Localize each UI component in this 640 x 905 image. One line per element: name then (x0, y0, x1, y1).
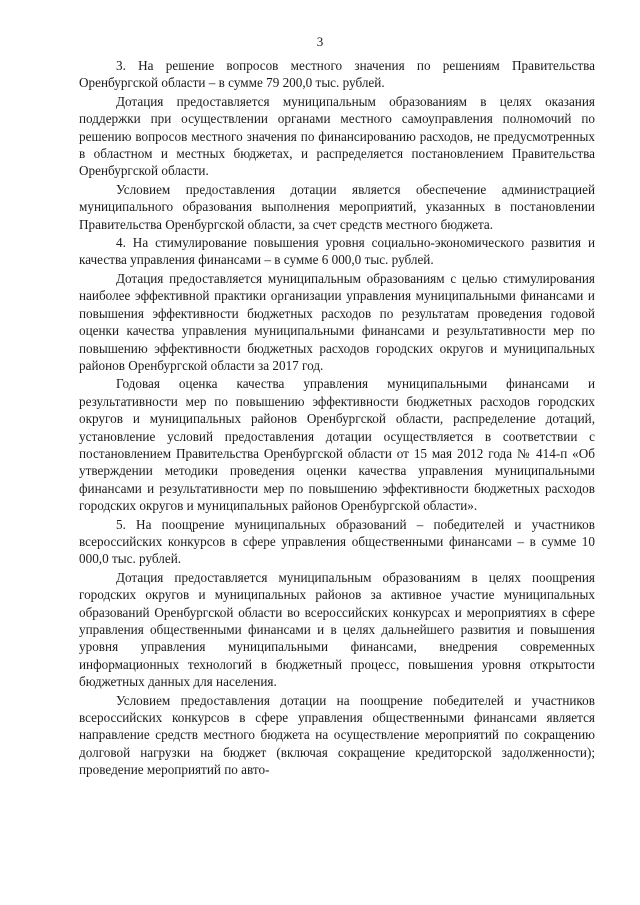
document-body (79, 57, 595, 780)
paragraph: Дотация предоставляется муниципальным образованиям в целях оказания поддержки при осуществлении органами местного самоуправления полномочий по решению вопросов местного значения по финансированию расходов, не предусмотренных в областном и местных бюджетах, и распределяется постановлением Правительства Оренбургской области. (79, 93, 595, 179)
paragraph: Условием предоставления дотации на поощрение победителей и участников всероссийских конкурсов в сфере управления общественными финансами является направление средств местного бюджета на осуществление мероприятий по сокращению долговой нагрузки на бюджет (включая сокращение кредиторской задолженности); проведение мероприятий по авто- (79, 692, 595, 778)
paragraph: Дотация предоставляется муниципальным образованиям в целях поощрения городских округов и муниципальных районов за активное участие муниципальных образований Оренбургской области во всероссийских конкурсах и мероприятиях в сфере управления общественными финансами и в целях дальнейшего развития и повышения уровня управления муниципальными финансами, внедрения современных информационных технологий в бюджетный процесс, повышения уровня открытости бюджетных данных для населения. (79, 569, 595, 690)
page-number: 3 (316, 34, 324, 49)
paragraph: Условием предоставления дотации является обеспечение администрацией муниципального образования выполнения мероприятий, указанных в постановлении Правительства Оренбургской области, за счет средств местного бюджета. (79, 181, 595, 232)
paragraph: 4. На стимулирование повышения уровня социально-экономического развития и качества управления финансами – в сумме 6 000,0 тыс. рублей. (79, 235, 595, 268)
paragraph: 5. На поощрение муниципальных образований – победителей и участников всероссийских конкурсов в сфере управления общественными финансами – в сумме 10 000,0 тыс. рублей. (79, 516, 595, 567)
paragraph: 3. На решение вопросов местного значения по решениям Правительства Оренбургской области – в сумме 79 200,0 тыс. рублей. (79, 58, 595, 91)
paragraph: Дотация предоставляется муниципальным образованиям с целью стимулирования наиболее эффективной практики организации управления муниципальными финансами и повышения эффективности бюджетных расходов по результатам проведения годовой оценки качества управления муниципальными финансами и результативности мер по повышению эффективности бюджетных расходов городских округов и муниципальных районов Оренбургской области за 2017 год. (79, 270, 595, 373)
paragraph: Годовая оценка качества управления муниципальными финансами и результативности мер по повышению эффективности бюджетных расходов городских округов и муниципальных районов Оренбургской области, распределение дотаций, установление условий предоставления дотации осуществляется в соответствии с постановлением Правительства Оренбургской области от 15 мая 2012 года № 414-п «Об утверждении методики проведения оценки качества управления муниципальными финансами и результативности мер по повышению эффективности бюджетных расходов городских округов и муниципальных районов Оренбургской области». (79, 376, 595, 514)
